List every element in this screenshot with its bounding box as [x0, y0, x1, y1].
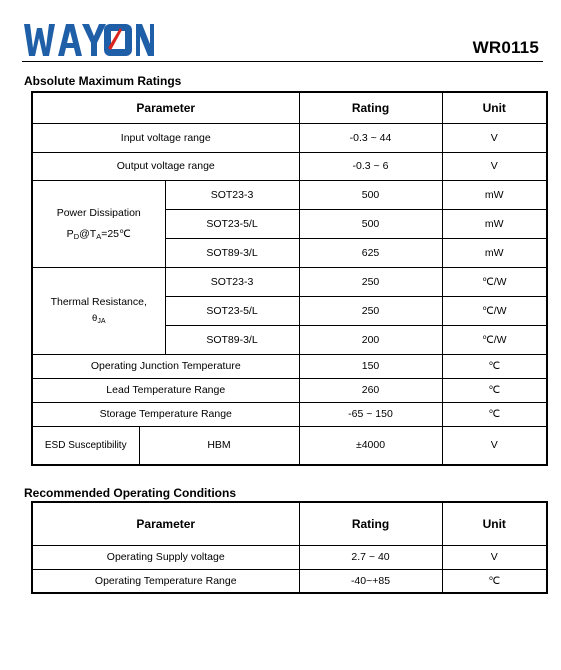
param-label: Operating Junction Temperature [32, 354, 299, 378]
unit-value: ℃ [442, 378, 547, 402]
cond-subscript: D [73, 231, 80, 241]
rating-value: 250 [299, 296, 442, 325]
param-label: Lead Temperature Range [32, 378, 299, 402]
table-header-row [32, 92, 547, 123]
rating-value: -0.3 ~ 6 [299, 152, 442, 180]
package-name: SOT89-3/L [165, 325, 299, 354]
rating-value: 2.7 ~ 40 [299, 545, 442, 569]
param-label: Input voltage range [32, 123, 299, 152]
table-row [32, 402, 547, 426]
rec-op-title: Recommended Operating Conditions [24, 486, 237, 500]
rating-value: 260 [299, 378, 442, 402]
rating-value: -0.3 ~ 44 [299, 123, 442, 152]
col-header-parameter: Parameter [32, 502, 299, 545]
param-label: Operating Temperature Range [32, 569, 299, 593]
table-row [32, 152, 547, 180]
header-divider [22, 61, 543, 62]
unit-value: ℃ [442, 402, 547, 426]
thermal-symbol [35, 313, 163, 325]
unit-value: V [442, 152, 547, 180]
thermal-resistance-title: Thermal Resistance, [50, 296, 147, 308]
unit-value: mW [442, 238, 547, 267]
rating-value: -40~+85 [299, 569, 442, 593]
param-label: Output voltage range [32, 152, 299, 180]
col-header-parameter: Parameter [32, 92, 299, 123]
theta-symbol: θ [92, 313, 98, 324]
unit-value: mW [442, 209, 547, 238]
param-label: ESD Susceptibility [32, 426, 139, 465]
unit-value: V [442, 426, 547, 465]
unit-value: ℃ [442, 569, 547, 593]
table-row [32, 569, 547, 593]
package-name: SOT23-3 [165, 267, 299, 296]
table-row [32, 267, 547, 296]
param-label: Storage Temperature Range [32, 402, 299, 426]
rating-value: 500 [299, 180, 442, 209]
param-label: Operating Supply voltage [32, 545, 299, 569]
table-row [32, 123, 547, 152]
rating-value: -65 ~ 150 [299, 402, 442, 426]
table-header-row [32, 502, 547, 545]
unit-value: ℃ [442, 354, 547, 378]
unit-value: mW [442, 180, 547, 209]
table-row [32, 180, 547, 209]
package-name: SOT23-5/L [165, 209, 299, 238]
rating-value: 625 [299, 238, 442, 267]
power-dissipation-condition [35, 228, 163, 241]
table-row [32, 545, 547, 569]
abs-max-table [31, 91, 548, 466]
esd-model: HBM [139, 426, 299, 465]
table-row [32, 354, 547, 378]
rec-op-table [31, 501, 548, 594]
unit-value: ℃/W [442, 267, 547, 296]
col-header-unit: Unit [442, 502, 547, 545]
power-dissipation-title: Power Dissipation [56, 206, 141, 219]
unit-value: ℃/W [442, 325, 547, 354]
wayon-logo-graphic [22, 20, 154, 60]
col-header-unit: Unit [442, 92, 547, 123]
package-name: SOT23-5/L [165, 296, 299, 325]
theta-subscript: JA [97, 318, 106, 325]
table-row [32, 426, 547, 465]
rating-value: 200 [299, 325, 442, 354]
abs-max-title: Absolute Maximum Ratings [24, 74, 182, 88]
cond-temperature: =25℃ [101, 227, 131, 240]
package-name: SOT23-3 [165, 180, 299, 209]
unit-value: V [442, 123, 547, 152]
cond-subscript: A [96, 231, 102, 241]
unit-value: V [442, 545, 547, 569]
unit-value: ℃/W [442, 296, 547, 325]
part-number: WR0115 [472, 38, 539, 57]
rating-value: 500 [299, 209, 442, 238]
power-dissipation-label [32, 180, 165, 267]
rating-value: 250 [299, 267, 442, 296]
package-name: SOT89-3/L [165, 238, 299, 267]
rating-value: 150 [299, 354, 442, 378]
col-header-rating: Rating [299, 502, 442, 545]
table-row [32, 378, 547, 402]
cond-symbol: P [66, 227, 74, 240]
cond-at: @T [79, 227, 97, 240]
wayon-logo [22, 20, 154, 60]
rating-value: ±4000 [299, 426, 442, 465]
col-header-rating: Rating [299, 92, 442, 123]
thermal-resistance-label [32, 267, 165, 354]
